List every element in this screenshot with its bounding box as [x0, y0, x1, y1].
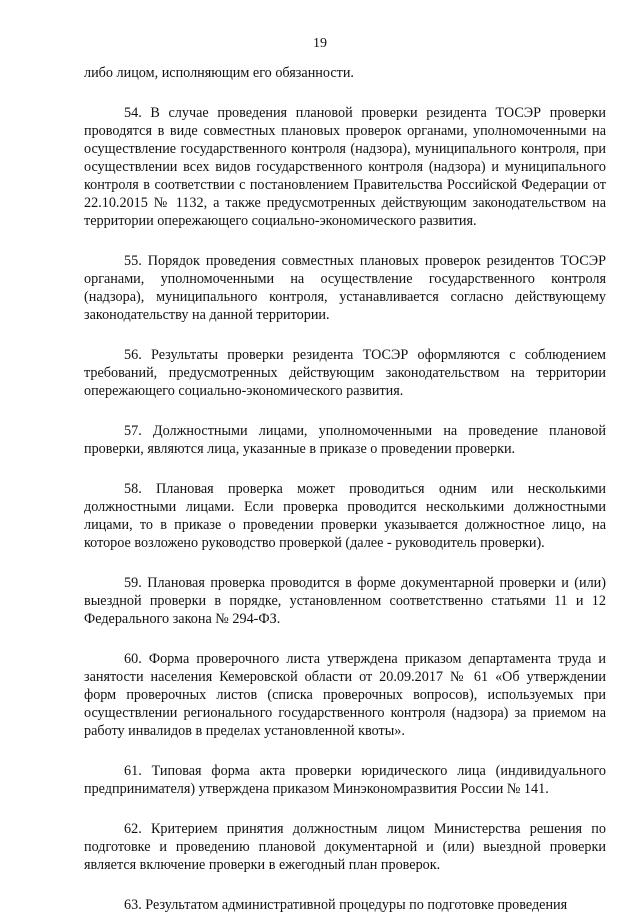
- document-body: [84, 64, 606, 914]
- paragraph-60: 60. Форма проверочного листа утверждена приказом департамента труда и занятости населения Кемеровской области от 20.09.2017 № 61 «Об утверждении форм проверочных листов (списка проверочных вопросов), используемых при осуществлении регионального государственного контроля (надзора) за приемом на работу инвалидов в пределах установленной квоты».: [84, 651, 606, 739]
- paragraph-55: 55. Порядок проведения совместных плановых проверок резидентов ТОСЭР органами, уполномоченными на осуществление государственного контроля (надзора), муниципального контроля, устанавливается согласно действующему законодательству на данной территории.: [84, 253, 606, 323]
- page-number: 19: [313, 36, 327, 51]
- paragraph-57: 57. Должностными лицами, уполномоченными на проведение плановой проверки, являются лица, указанные в приказе о проведении проверки.: [84, 423, 606, 457]
- paragraph-56: 56. Результаты проверки резидента ТОСЭР оформляются с соблюдением требований, предусмотренных действующим законодательством на территории опережающего социально-экономического развития.: [84, 347, 606, 399]
- paragraph-continuation: либо лицом, исполняющим его обязанности.: [84, 65, 354, 81]
- paragraph-63: 63. Результатом административной процедуры по подготовке проведения: [124, 897, 568, 913]
- paragraph-59: 59. Плановая проверка проводится в форме документарной проверки и (или) выездной проверки в порядке, установленном соответственно статьями 11 и 12 Федерального закона № 294-ФЗ.: [84, 575, 606, 627]
- paragraph-58: 58. Плановая проверка может проводиться одним или несколькими должностными лицами. Если проверка проводится несколькими должностными лицами, то в приказе о проведении проверки указывается должностное лицо, на которое возложено руководство проверкой (далее - руководитель проверки).: [84, 481, 606, 551]
- paragraph-62: 62. Критерием принятия должностным лицом Министерства решения по подготовке и проведению плановой документарной и (или) выездной проверки является включение проверки в ежегодный план проверок.: [84, 821, 606, 873]
- paragraph-61: 61. Типовая форма акта проверки юридического лица (индивидуального предпринимателя) утверждена приказом Минэкономразвития России № 141.: [84, 763, 606, 797]
- paragraph-54: 54. В случае проведения плановой проверки резидента ТОСЭР проверки проводятся в виде совместных плановых проверок органами, уполномоченными на осуществление государственного контроля (надзора), муниципального контроля, при осуществлении всех видов государственного контроля (надзора) и муниципального контроля в соответствии с постановлением Правительства Российской Федерации от 22.10.2015 № 1132, а также предусмотренных действующим законодательством на территории опережающего социально-экономического развития.: [84, 105, 606, 229]
